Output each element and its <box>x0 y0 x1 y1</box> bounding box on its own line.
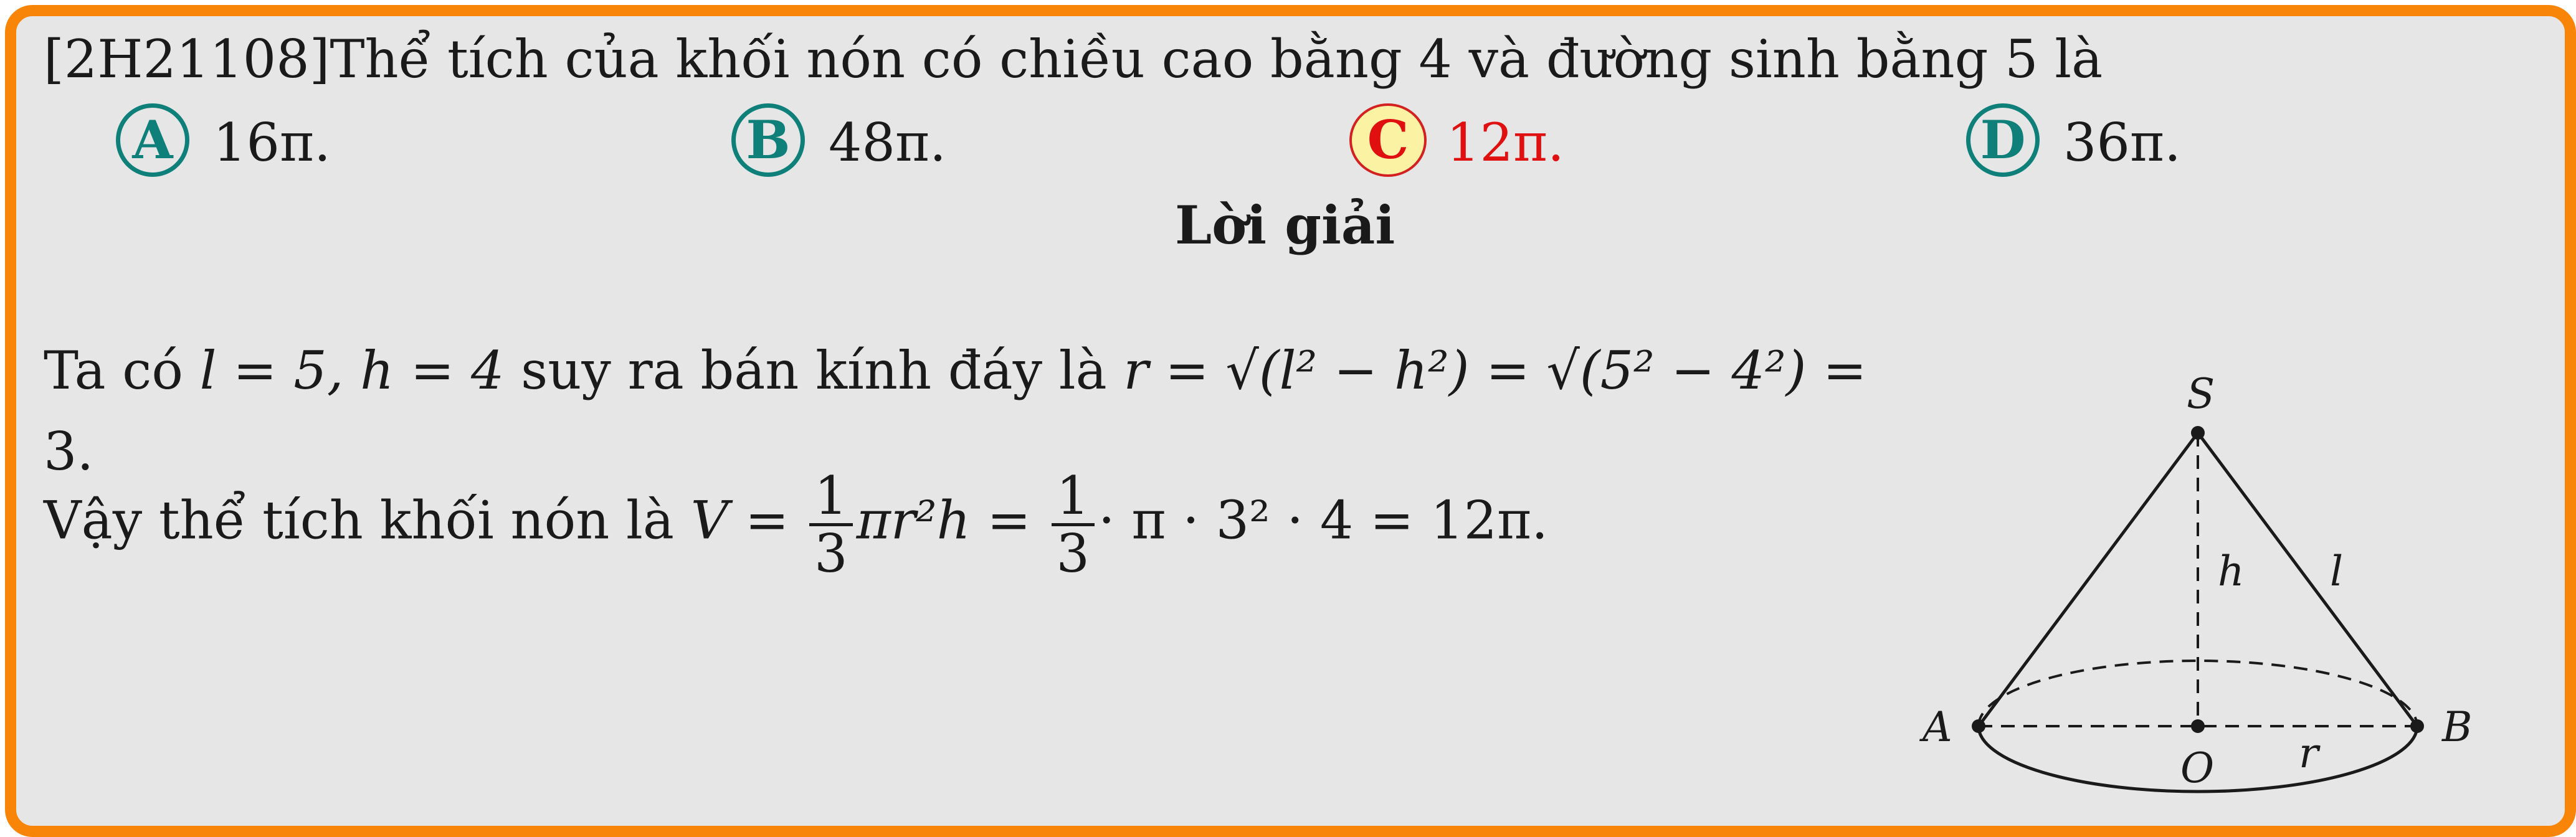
option-c-label: C <box>1349 103 1427 177</box>
line1-expr: r = √(l² − h²) = √(5² − 4²) = <box>1123 340 1867 401</box>
option-d-value: 36π. <box>2063 112 2181 173</box>
point-a <box>1972 719 1985 733</box>
line2-end: · π · 3² · 4 = 12π. <box>1098 489 1548 551</box>
solution-line-2 <box>44 465 1548 585</box>
fraction-one-third-a <box>809 465 852 585</box>
question-text <box>44 29 2103 90</box>
label-o: O <box>2180 744 2215 792</box>
point-s <box>2191 426 2205 440</box>
line1-given: l = 5, h = 4 <box>199 340 505 401</box>
option-a-value: 16π. <box>213 112 331 173</box>
label-r: r <box>2299 729 2319 777</box>
option-b-label: B <box>731 103 805 177</box>
frac-a-den: 3 <box>814 523 848 585</box>
label-s: S <box>2187 370 2215 418</box>
frac-b-den: 3 <box>1056 523 1090 585</box>
frac-b-num: 1 <box>1052 468 1095 526</box>
label-a: A <box>1922 703 1952 751</box>
question-code: [2H21108] <box>44 29 330 90</box>
frac-a-num: 1 <box>809 468 852 526</box>
cone-figure <box>1888 361 2511 810</box>
solution-line-1 <box>44 340 1866 401</box>
option-b-value: 48π. <box>829 112 946 173</box>
option-a-label: A <box>116 103 189 177</box>
option-c-value: 12π. <box>1447 112 1564 173</box>
line1-middle: suy ra bán kính đáy là <box>521 340 1107 401</box>
question-body: Thể tích của khối nón có chiều cao bằng 4 và đường sinh bằng 5 là <box>330 29 2103 90</box>
solution-title: Lời giải <box>1175 194 1395 256</box>
label-h: h <box>2218 547 2245 595</box>
point-o <box>2191 719 2205 733</box>
label-b: B <box>2442 703 2473 751</box>
slant-left <box>1979 433 2198 726</box>
line2-prefix: Vậy thể tích khối nón là <box>44 489 674 551</box>
line1-result: 3. <box>44 421 94 482</box>
label-l: l <box>2330 547 2344 595</box>
line2-lhs: V = <box>690 489 789 551</box>
line1-prefix: Ta có <box>44 340 183 401</box>
point-b <box>2410 719 2424 733</box>
line2-mid: πr²h = <box>856 489 1031 551</box>
fraction-one-third-b <box>1052 465 1095 585</box>
option-d-label: D <box>1966 103 2040 177</box>
